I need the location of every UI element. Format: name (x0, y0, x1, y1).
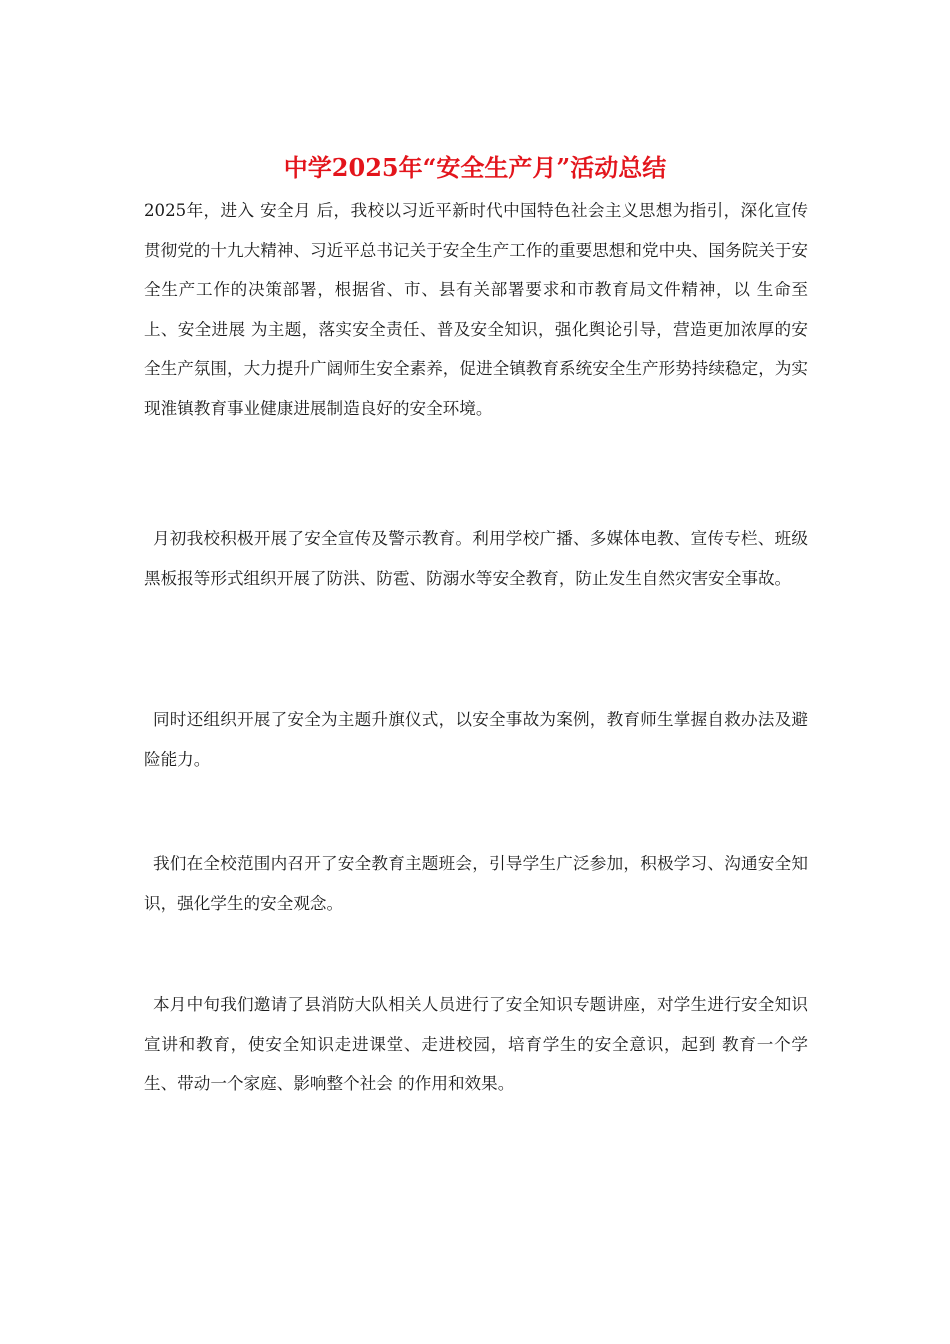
paragraph-fire-lecture: 本月中旬我们邀请了县消防大队相关人员进行了安全知识专题讲座，对学生进行安全知识宣讲和教育，使安全知识走进课堂、走进校园，培育学生的安全意识，起到 教育一个学生、带动一个家庭、影响整个社会 的作用和效果。 (144, 995, 808, 1093)
paragraph-flag-ceremony: 同时还组织开展了安全为主题升旗仪式，以安全事故为案例，教育师生掌握自救办法及避险能力。 (144, 710, 808, 769)
document-title: 中学2025年“安全生产月”活动总结 (283, 153, 667, 182)
paragraph-intro: 2025年，进入 安全月 后，我校以习近平新时代中国特色社会主义思想为指引，深化宣传贯彻党的十九大精神、习近平总书记关于安全生产工作的重要思想和党中央、国务院关于安全生产工作的决策部署，根据省、市、县有关部署要求和市教育局文件精神，以 生命至上、安全进展 为主题，落实安全责任、普及安全知识，强化舆论引导，营造更加浓厚的安全生产氛围，大力提升广阔师生安全素养，促进全镇教育系统安全生产形势持续稳定，为实现淮镇教育事业健康进展制造良好的安全环境。 (144, 201, 808, 418)
paragraph-class-meeting: 我们在全校范围内召开了安全教育主题班会，引导学生广泛参加，积极学习、沟通安全知识，强化学生的安全观念。 (144, 854, 808, 913)
paragraph-safety-publicity: 月初我校积极开展了安全宣传及警示教育。利用学校广播、多媒体电教、宣传专栏、班级黑板报等形式组织开展了防洪、防雹、防溺水等安全教育，防止发生自然灾害安全事故。 (144, 529, 808, 588)
